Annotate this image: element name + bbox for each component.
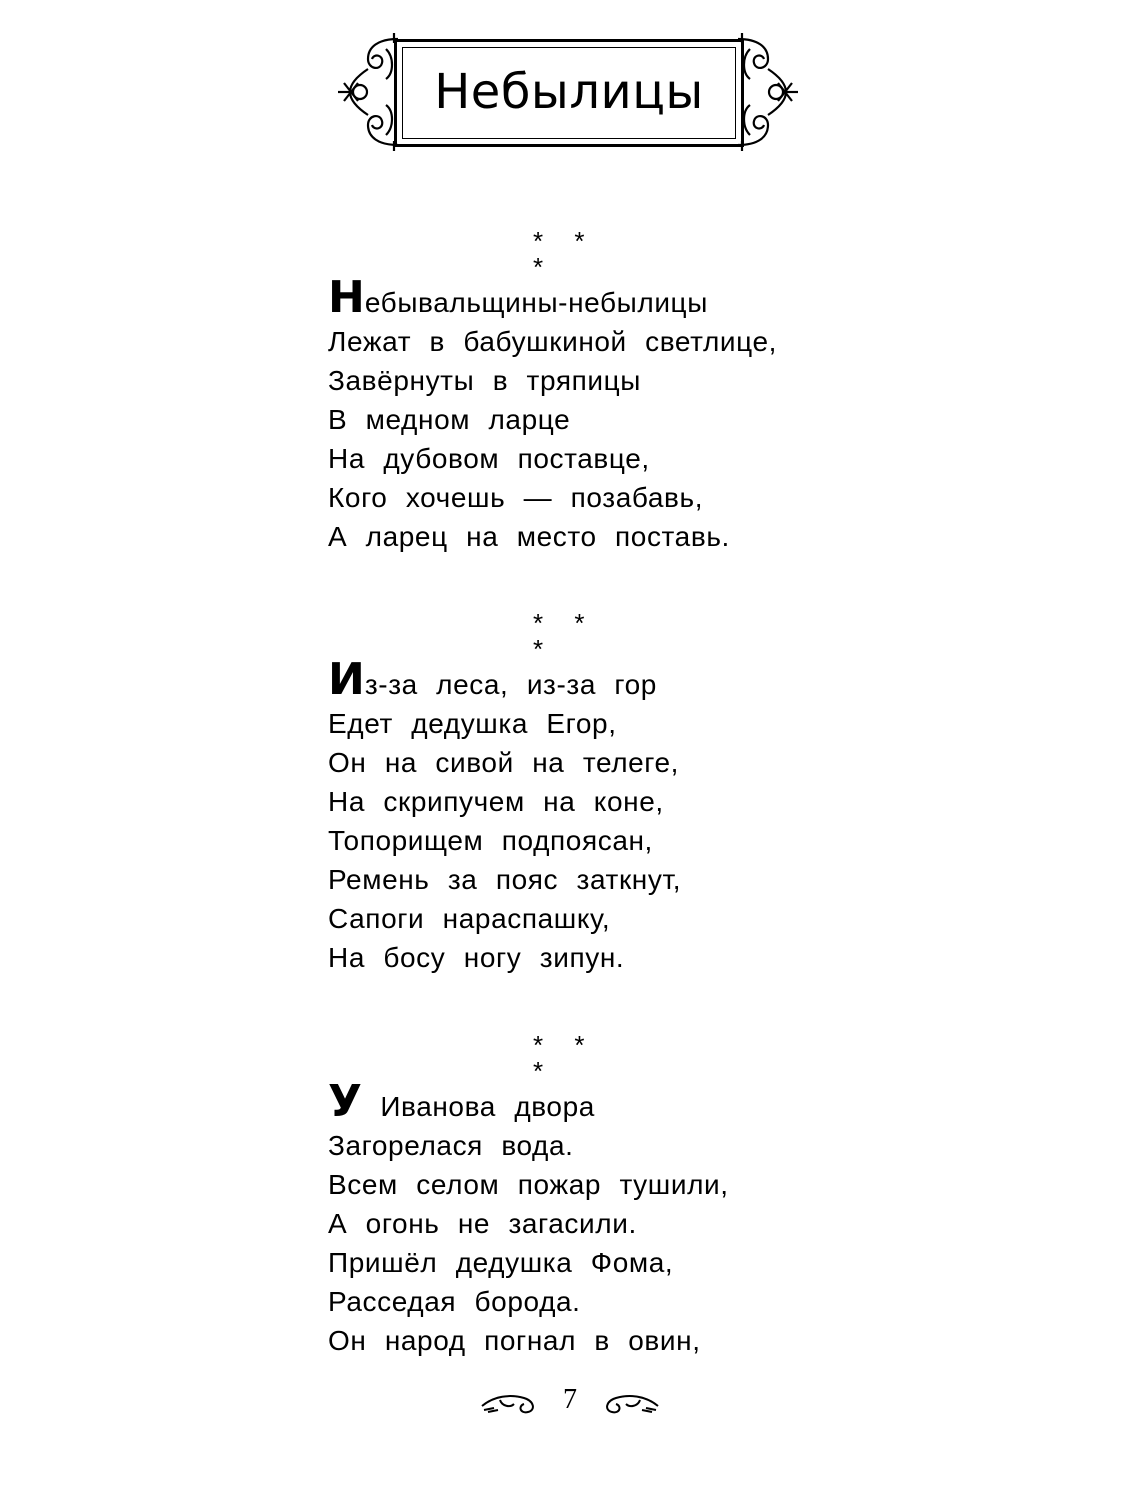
poem-line: Лежат в бабушкиной светлице, [328, 326, 778, 357]
page-footer [480, 1380, 660, 1420]
poem-first-line: У Иванова двора [328, 1076, 595, 1127]
poem-line: А огонь не загасили. [328, 1208, 637, 1239]
page-number: 7 [563, 1384, 577, 1415]
poem-line: Ремень за пояс заткнут, [328, 864, 682, 895]
poem-line: А ларец на место поставь. [328, 521, 730, 552]
drop-cap: Н [328, 272, 365, 323]
section-separator-1: * * * [533, 226, 597, 282]
drop-cap: И [328, 654, 365, 705]
poem-first-line: Небывальщины-небылицы [328, 272, 708, 323]
poem-line: Он на сивой на телеге, [328, 747, 680, 778]
poem-line: В медном ларце [328, 404, 571, 435]
poem-3 [328, 1076, 888, 1360]
poem-line: На босу ногу зипун. [328, 942, 625, 973]
section-separator-2: * * * [533, 608, 597, 664]
poem-line: Он народ погнал в овин, [328, 1325, 701, 1356]
title-frame [394, 39, 744, 147]
right-scroll-ornament-icon [732, 33, 798, 151]
poem-first-line: Из-за леса, из-за гор [328, 654, 657, 705]
poem-line: Загорелася вода. [328, 1130, 574, 1161]
poem-line: Расседая борода. [328, 1286, 581, 1317]
poem-line: Пришёл дедушка Фома, [328, 1247, 674, 1278]
footer-right-ornament-icon [596, 1386, 660, 1416]
poem-1 [328, 272, 888, 556]
poem-2 [328, 654, 888, 977]
poem-line: На скрипучем на коне, [328, 786, 664, 817]
poem-line: Топорищем подпоясан, [328, 825, 653, 856]
poem-line: Едет дедушка Егор, [328, 708, 617, 739]
poem-line: Кого хочешь — позабавь, [328, 482, 704, 513]
poem-line: Завёрнуты в тряпицы [328, 365, 641, 396]
poem-line: На дубовом поставце, [328, 443, 650, 474]
page-title: Небылицы [434, 64, 704, 120]
poem-line: Сапоги нараспашку, [328, 903, 611, 934]
section-separator-3: * * * [533, 1030, 597, 1086]
poem-line: Всем селом пожар тушили, [328, 1169, 729, 1200]
drop-cap: У [328, 1076, 362, 1127]
